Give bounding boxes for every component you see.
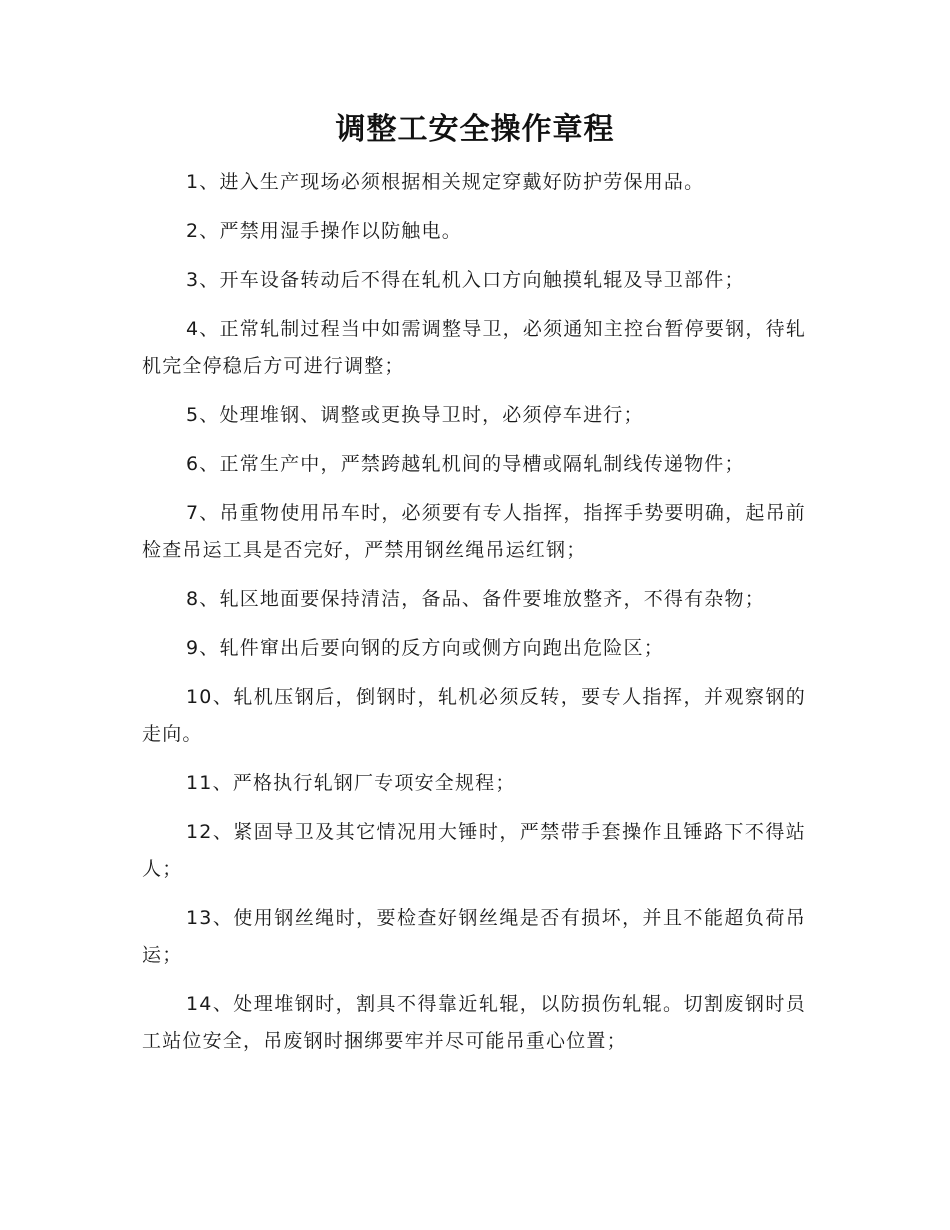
clause-item-2: 2、严禁用湿手操作以防触电。 xyxy=(186,220,462,242)
clause-item-10: 10、轧机压钢后，倒钢时，轧机必须反转，要专人指挥，并观察钢的走向。 xyxy=(142,686,806,745)
clause-list xyxy=(142,164,806,1072)
clause-item-8: 8、轧区地面要保持清洁，备品、备件要堆放整齐，不得有杂物； xyxy=(186,588,765,610)
clause-item-3: 3、开车设备转动后不得在轧机入口方向触摸轧辊及导卫部件； xyxy=(186,269,745,291)
clause-item-5: 5、处理堆钢、调整或更换导卫时，必须停车进行； xyxy=(186,404,644,426)
clause-item-6: 6、正常生产中，严禁跨越轧机间的导槽或隔轧制线传递物件； xyxy=(186,453,745,475)
clause-item-11: 11、严格执行轧钢厂专项安全规程； xyxy=(186,772,516,794)
document-title: 调整工安全操作章程 xyxy=(335,112,615,147)
clause-item-12: 12、紧固导卫及其它情况用大锤时，严禁带手套操作且锤路下不得站人； xyxy=(142,821,806,880)
clause-item-4: 4、正常轧制过程当中如需调整导卫，必须通知主控台暂停要钢，待轧机完全停稳后方可进行调整； xyxy=(142,318,806,377)
clause-item-14: 14、处理堆钢时，割具不得靠近轧辊，以防损伤轧辊。切割废钢时员工站位安全，吊废钢时捆绑要牢并尽可能吊重心位置； xyxy=(142,993,806,1052)
clause-item-9: 9、轧件窜出后要向钢的反方向或侧方向跑出危险区； xyxy=(186,637,664,659)
clause-item-13: 13、使用钢丝绳时，要检查好钢丝绳是否有损坏，并且不能超负荷吊运； xyxy=(142,907,806,966)
clause-item-1: 1、进入生产现场必须根据相关规定穿戴好防护劳保用品。 xyxy=(186,171,705,193)
clause-item-7: 7、吊重物使用吊车时，必须要有专人指挥，指挥手势要明确，起吊前检查吊运工具是否完好，严禁用钢丝绳吊运红钢； xyxy=(142,502,806,561)
